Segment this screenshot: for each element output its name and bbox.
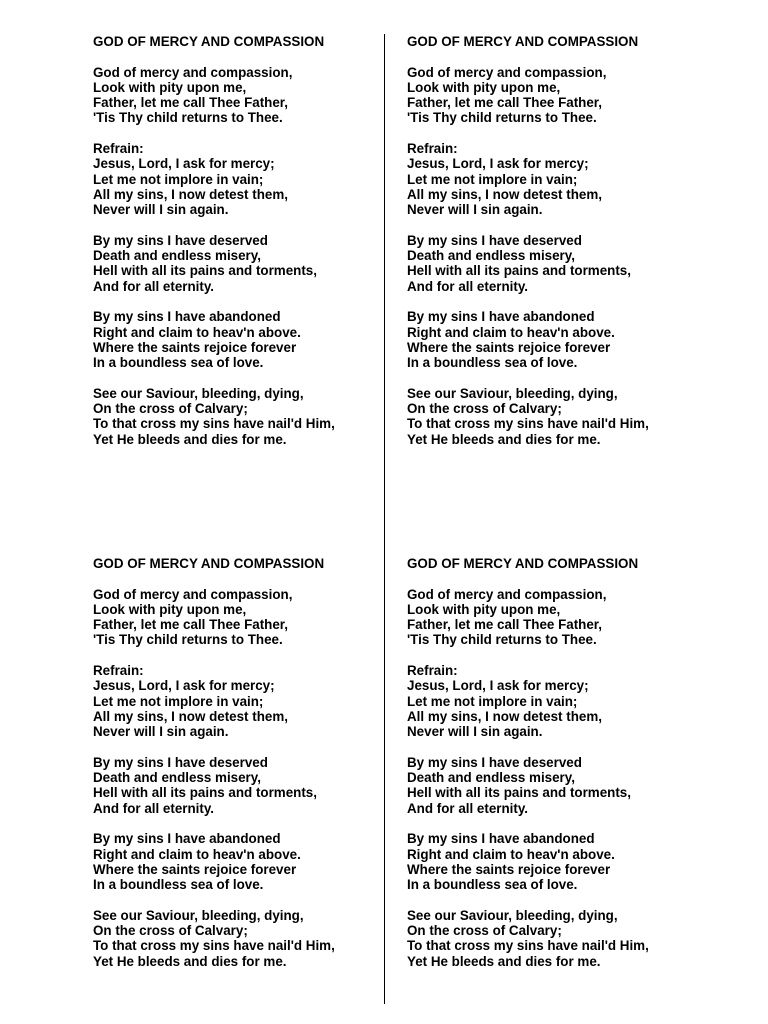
stanza xyxy=(407,386,697,447)
lyric-line: Death and endless misery, xyxy=(407,770,575,786)
lyric-line: See our Saviour, bleeding, dying, xyxy=(407,385,618,401)
lyric-line: Father, let me call Thee Father, xyxy=(407,617,602,633)
lyric-line: On the cross of Calvary; xyxy=(93,401,248,417)
lyric-line: Death and endless misery, xyxy=(93,248,261,264)
lyric-line: See our Saviour, bleeding, dying, xyxy=(407,907,618,923)
lyric-line: All my sins, I now detest them, xyxy=(407,186,602,202)
lyric-line: Right and claim to heav'n above. xyxy=(93,846,301,862)
stanza xyxy=(93,65,383,126)
lyric-line: Refrain: xyxy=(407,663,458,679)
hymn-title: GOD OF MERCY AND COMPASSION xyxy=(407,556,639,571)
stanza xyxy=(407,309,697,370)
lyric-line: God of mercy and compassion, xyxy=(93,586,293,602)
stanza xyxy=(407,755,697,816)
lyric-line: Look with pity upon me, xyxy=(93,79,247,95)
hymn-card-top-right xyxy=(407,34,697,462)
lyric-line: By my sins I have deserved xyxy=(93,232,268,248)
stanza xyxy=(93,755,383,816)
stanza xyxy=(407,65,697,126)
lyric-line: By my sins I have abandoned xyxy=(93,309,281,325)
lyric-line: See our Saviour, bleeding, dying, xyxy=(93,385,304,401)
lyric-line: Right and claim to heav'n above. xyxy=(93,324,301,340)
stanza xyxy=(93,141,383,217)
lyric-line: On the cross of Calvary; xyxy=(407,401,562,417)
lyric-line: 'Tis Thy child returns to Thee. xyxy=(407,632,597,648)
lyric-line: To that cross my sins have nail'd Him, xyxy=(93,416,335,432)
lyric-line: Refrain: xyxy=(93,141,144,157)
lyric-line: Never will I sin again. xyxy=(93,202,229,218)
hymn-title: GOD OF MERCY AND COMPASSION xyxy=(407,34,639,49)
stanza xyxy=(407,587,697,648)
lyric-line: Yet He bleeds and dies for me. xyxy=(93,953,287,969)
lyric-line: In a boundless sea of love. xyxy=(407,355,578,371)
lyric-line: 'Tis Thy child returns to Thee. xyxy=(93,632,283,648)
stanza xyxy=(407,908,697,969)
hymn-card-bottom-right xyxy=(407,556,697,984)
lyric-line: By my sins I have abandoned xyxy=(407,831,595,847)
lyric-line: By my sins I have deserved xyxy=(93,754,268,770)
lyric-line: Jesus, Lord, I ask for mercy; xyxy=(93,156,275,172)
lyric-line: Let me not implore in vain; xyxy=(407,171,578,187)
lyric-line: Yet He bleeds and dies for me. xyxy=(407,953,601,969)
stanza xyxy=(93,587,383,648)
stanza xyxy=(407,831,697,892)
lyric-line: In a boundless sea of love. xyxy=(93,355,264,371)
stanza xyxy=(93,831,383,892)
lyric-line: And for all eternity. xyxy=(93,278,215,294)
lyric-line: By my sins I have abandoned xyxy=(93,831,281,847)
lyric-line: And for all eternity. xyxy=(407,800,529,816)
hymn-title: GOD OF MERCY AND COMPASSION xyxy=(93,556,325,571)
lyric-line: Look with pity upon me, xyxy=(93,601,247,617)
lyric-line: Where the saints rejoice forever xyxy=(93,861,297,877)
lyric-line: Jesus, Lord, I ask for mercy; xyxy=(93,678,275,694)
vertical-divider xyxy=(384,34,385,1004)
lyric-line: Right and claim to heav'n above. xyxy=(407,846,615,862)
lyric-line: By my sins I have deserved xyxy=(407,754,582,770)
lyric-line: Father, let me call Thee Father, xyxy=(407,95,602,111)
lyric-line: Refrain: xyxy=(93,663,144,679)
lyric-line: To that cross my sins have nail'd Him, xyxy=(407,938,649,954)
lyric-line: On the cross of Calvary; xyxy=(407,923,562,939)
lyric-line: God of mercy and compassion, xyxy=(93,64,293,80)
lyric-line: Let me not implore in vain; xyxy=(93,693,264,709)
lyric-line: Hell with all its pains and torments, xyxy=(93,785,317,801)
lyric-line: In a boundless sea of love. xyxy=(407,877,578,893)
lyric-line: To that cross my sins have nail'd Him, xyxy=(407,416,649,432)
lyric-line: Father, let me call Thee Father, xyxy=(93,95,288,111)
lyric-line: Never will I sin again. xyxy=(407,724,543,740)
lyric-line: And for all eternity. xyxy=(407,278,529,294)
lyric-line: Let me not implore in vain; xyxy=(93,171,264,187)
stanza xyxy=(407,233,697,294)
stanza xyxy=(93,233,383,294)
lyric-line: By my sins I have deserved xyxy=(407,232,582,248)
lyric-line: Let me not implore in vain; xyxy=(407,693,578,709)
lyric-line: Yet He bleeds and dies for me. xyxy=(93,431,287,447)
lyric-line: Hell with all its pains and torments, xyxy=(407,785,631,801)
stanza xyxy=(407,141,697,217)
lyric-line: See our Saviour, bleeding, dying, xyxy=(93,907,304,923)
lyric-line: Death and endless misery, xyxy=(93,770,261,786)
lyric-line: Look with pity upon me, xyxy=(407,601,561,617)
lyric-line: Where the saints rejoice forever xyxy=(93,339,297,355)
lyric-line: And for all eternity. xyxy=(93,800,215,816)
stanza xyxy=(93,908,383,969)
hymn-card-top-left xyxy=(93,34,383,462)
lyric-line: In a boundless sea of love. xyxy=(93,877,264,893)
lyric-line: Where the saints rejoice forever xyxy=(407,339,611,355)
lyric-line: 'Tis Thy child returns to Thee. xyxy=(407,110,597,126)
lyric-line: All my sins, I now detest them, xyxy=(93,186,288,202)
lyric-line: Jesus, Lord, I ask for mercy; xyxy=(407,678,589,694)
lyric-line: Hell with all its pains and torments, xyxy=(93,263,317,279)
lyric-line: Hell with all its pains and torments, xyxy=(407,263,631,279)
lyric-line: Death and endless misery, xyxy=(407,248,575,264)
stanza xyxy=(407,663,697,739)
lyric-line: Never will I sin again. xyxy=(407,202,543,218)
lyric-line: All my sins, I now detest them, xyxy=(93,708,288,724)
lyric-line: God of mercy and compassion, xyxy=(407,586,607,602)
lyric-line: By my sins I have abandoned xyxy=(407,309,595,325)
lyric-line: Right and claim to heav'n above. xyxy=(407,324,615,340)
lyric-line: Father, let me call Thee Father, xyxy=(93,617,288,633)
lyric-line: All my sins, I now detest them, xyxy=(407,708,602,724)
lyric-line: God of mercy and compassion, xyxy=(407,64,607,80)
lyric-line: On the cross of Calvary; xyxy=(93,923,248,939)
hymn-title: GOD OF MERCY AND COMPASSION xyxy=(93,34,325,49)
lyric-line: Where the saints rejoice forever xyxy=(407,861,611,877)
lyric-line: Jesus, Lord, I ask for mercy; xyxy=(407,156,589,172)
stanza xyxy=(93,386,383,447)
lyric-line: To that cross my sins have nail'd Him, xyxy=(93,938,335,954)
stanza xyxy=(93,663,383,739)
lyric-line: Never will I sin again. xyxy=(93,724,229,740)
lyric-line: Look with pity upon me, xyxy=(407,79,561,95)
stanza xyxy=(93,309,383,370)
lyric-line: Refrain: xyxy=(407,141,458,157)
hymn-card-bottom-left xyxy=(93,556,383,984)
lyric-line: Yet He bleeds and dies for me. xyxy=(407,431,601,447)
lyric-line: 'Tis Thy child returns to Thee. xyxy=(93,110,283,126)
